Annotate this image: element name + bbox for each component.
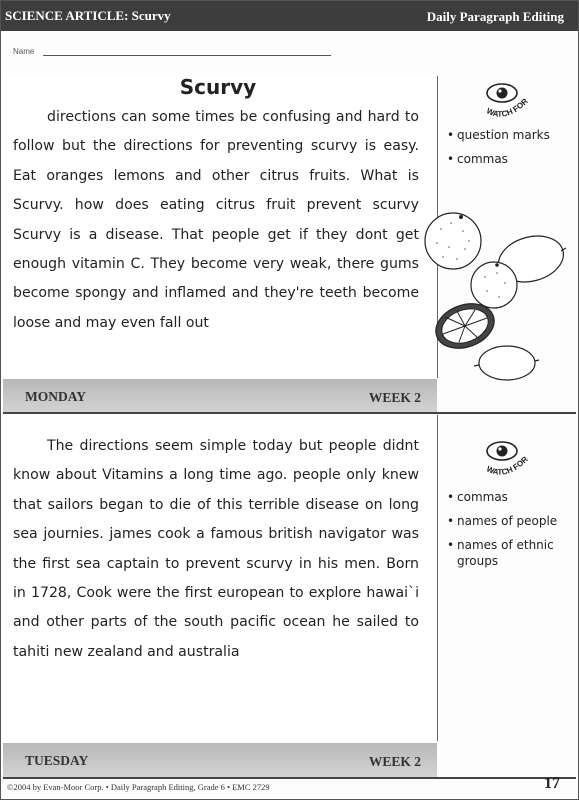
day-label: TUESDAY bbox=[25, 753, 89, 768]
eye-icon bbox=[471, 437, 539, 495]
watch-item: • names of people bbox=[447, 513, 571, 529]
name-label: Name bbox=[13, 47, 35, 56]
tuesday-paragraph-text: The directions seem simple today but people didnt know about Vitamins a long time ago. people only knew that sailors began to die of this terrible disease on long sea journies. james cook a famous british navigator was the first sea captain to prevent scurvy in his men. Born in 1728, Cook were the first european to explore hawai`i and other parts of the south pacific ocean he sailed to tahiti new zealand and australia bbox=[13, 438, 419, 660]
citrus-fruits-illustration bbox=[421, 207, 579, 387]
header-bar bbox=[1, 1, 578, 31]
book-title: Daily Paragraph Editing bbox=[426, 9, 564, 24]
watch-item: • commas bbox=[447, 151, 571, 167]
section-title: SCIENCE ARTICLE: Scurvy bbox=[5, 8, 171, 23]
bottom-divider bbox=[3, 777, 576, 779]
name-field-line[interactable] bbox=[43, 55, 331, 56]
watch-item: • names of ethnic groups bbox=[447, 537, 571, 569]
watch-for-label: WATCH FOR bbox=[485, 454, 530, 477]
week-label: WEEK 2 bbox=[368, 754, 421, 769]
monday-footer-bar bbox=[3, 379, 437, 413]
watch-for-label: WATCH FOR bbox=[485, 96, 530, 119]
watch-item: • question marks bbox=[447, 127, 571, 143]
tuesday-footer-bar bbox=[3, 743, 437, 777]
section-divider bbox=[3, 412, 576, 414]
copyright-text: ©2004 by Evan-Moor Corp. • Daily Paragraph Editing, Grade 6 • EMC 2729 bbox=[7, 782, 270, 792]
day-label: MONDAY bbox=[25, 389, 87, 404]
tuesday-paragraph bbox=[13, 432, 419, 667]
article-title: Scurvy bbox=[179, 75, 257, 99]
tuesday-watch-list bbox=[447, 489, 571, 577]
tuesday-divider bbox=[437, 415, 438, 741]
watch-item: • commas bbox=[447, 489, 571, 505]
week-label: WEEK 2 bbox=[368, 390, 421, 405]
monday-paragraph-text: directions can some times be confusing and hard to follow but the directions for preventing scurvy is easy. Eat oranges lemons and other citrus fruits. What is Scurvy. how does eating citrus fruit prevent scurvy Scurvy is a disease. That people get if they dont get enough vitamin C. They become very weak, there gums become spongy and inflamed and they're teeth become loose and may even fall out bbox=[13, 109, 419, 331]
page-number: 17 bbox=[544, 775, 560, 792]
monday-paragraph bbox=[13, 103, 419, 338]
monday-watch-list bbox=[447, 127, 571, 175]
